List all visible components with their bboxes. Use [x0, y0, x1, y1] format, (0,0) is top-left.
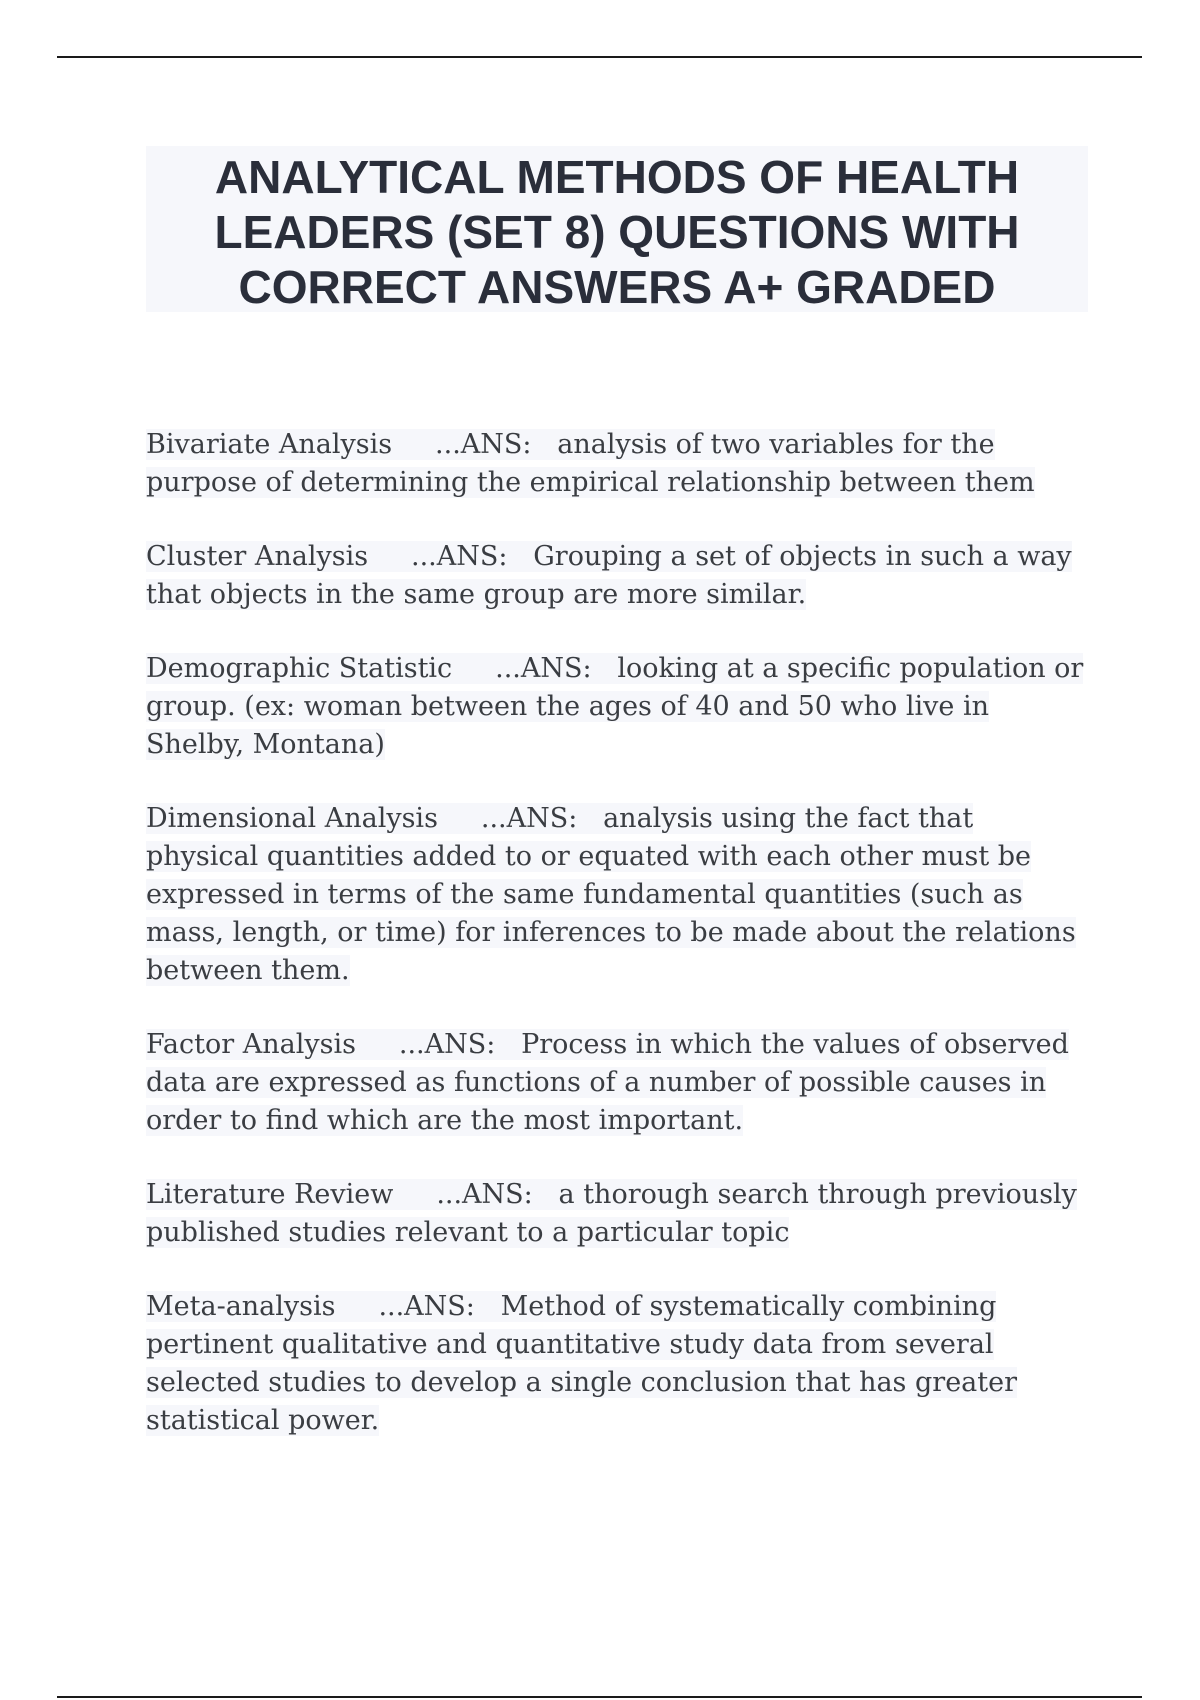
- answer-marker: ...ANS:: [495, 653, 592, 684]
- answer-marker: ...ANS:: [378, 1291, 475, 1322]
- list-item: [146, 1026, 1091, 1140]
- entry-answer: looking at a specific population or group. (ex: woman between the ages of 40 and 50 who live in Shelby, Montana): [146, 653, 1084, 760]
- list-item: [146, 800, 1091, 990]
- list-item: [146, 650, 1091, 764]
- entry-answer: analysis of two variables for the purpose of determining the empirical relationship between them: [146, 429, 1035, 498]
- entry-term: Bivariate Analysis: [146, 429, 393, 460]
- answer-marker: ...ANS:: [436, 1179, 533, 1210]
- entry-term: Demographic Statistic: [146, 653, 453, 684]
- answer-marker: ...ANS:: [411, 541, 508, 572]
- entry-term: Literature Review: [146, 1179, 394, 1210]
- list-item: [146, 1288, 1091, 1440]
- answer-marker: ...ANS:: [435, 429, 532, 460]
- entry-term: Dimensional Analysis: [146, 803, 438, 834]
- entry-answer: Grouping a set of objects in such a way that objects in the same group are more similar.: [146, 541, 1072, 610]
- page-title: ANALYTICAL METHODS OF HEALTH LEADERS (SET 8) QUESTIONS WITH CORRECT ANSWERS A+ GRADED: [214, 151, 1020, 313]
- entry-term: Factor Analysis: [146, 1029, 356, 1060]
- entry-answer: a thorough search through previously published studies relevant to a particular topic: [146, 1179, 1077, 1248]
- entry-list: [146, 426, 1091, 1476]
- list-item: [146, 1176, 1091, 1252]
- entry-term: Cluster Analysis: [146, 541, 369, 572]
- bottom-rule: [57, 1696, 1142, 1698]
- title-banner: [146, 146, 1088, 312]
- top-rule: [57, 56, 1142, 58]
- list-item: [146, 538, 1091, 614]
- answer-marker: ...ANS:: [398, 1029, 496, 1060]
- entry-answer: Process in which the values of observed data are expressed as functions of a number of possible causes in order to find which are the most important.: [146, 1029, 1069, 1136]
- answer-marker: ...ANS:: [480, 803, 578, 834]
- entry-answer: analysis using the fact that physical quantities added to or equated with each other must be expressed in terms of the same fundamental quantities (such as mass, length, or time) for inferences to be made about the relations between them.: [146, 803, 1076, 986]
- entry-answer: Method of systematically combining pertinent qualitative and quantitative study data from several selected studies to develop a single conclusion that has greater statistical power.: [146, 1291, 1018, 1436]
- entry-term: Meta-analysis: [146, 1291, 336, 1322]
- list-item: [146, 426, 1091, 502]
